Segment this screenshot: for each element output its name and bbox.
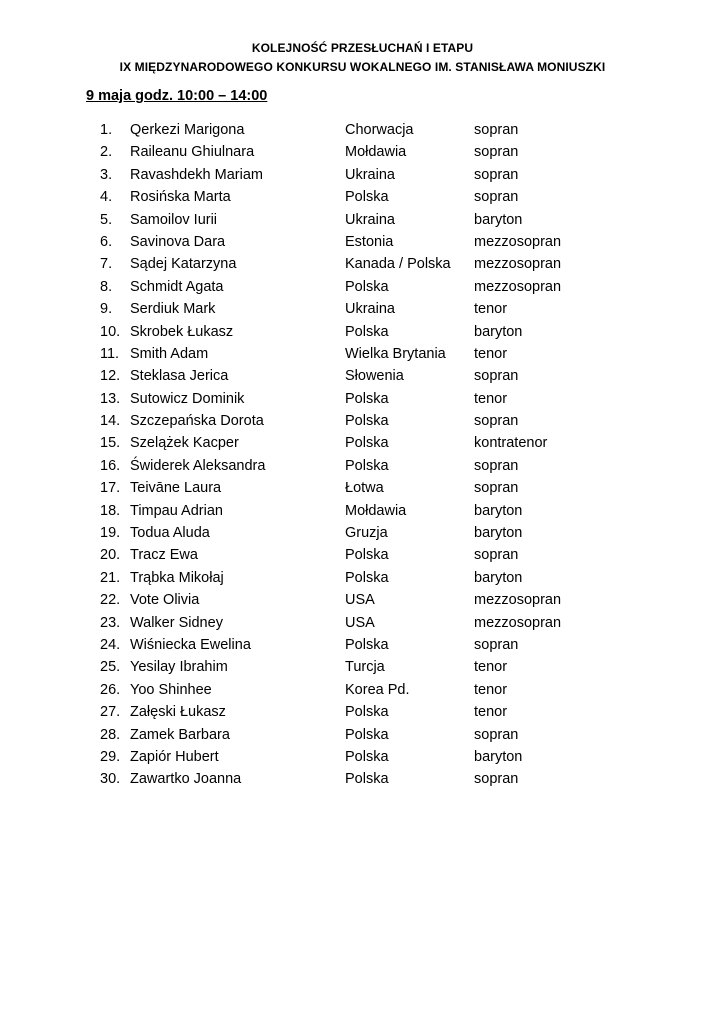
- row-number: 2.: [100, 144, 113, 161]
- voice-type: baryton: [474, 502, 523, 519]
- voice-type: mezzosopran: [474, 614, 562, 631]
- participant-name: Yesilay Ibrahim: [130, 659, 228, 676]
- voice-type: baryton: [474, 569, 523, 586]
- participant-name: Sądej Katarzyna: [130, 256, 237, 273]
- participant-name: Timpau Adrian: [130, 502, 223, 519]
- voice-type: sopran: [474, 480, 519, 497]
- participant-name: Szczepańska Dorota: [130, 413, 264, 430]
- audition-order-list: [0, 119, 725, 791]
- list-item: [0, 679, 725, 701]
- list-item: [0, 612, 725, 634]
- voice-type: baryton: [474, 211, 523, 228]
- voice-type: mezzosopran: [474, 233, 562, 250]
- list-item: [0, 701, 725, 723]
- list-item: [0, 746, 725, 768]
- list-item: [0, 522, 725, 544]
- participant-country: Polska: [345, 435, 389, 452]
- row-number: 8.: [100, 278, 113, 295]
- row-number: 9.: [100, 301, 113, 318]
- participant-name: Schmidt Agata: [130, 278, 224, 295]
- participant-country: Polska: [345, 390, 389, 407]
- voice-type: baryton: [474, 748, 523, 765]
- voice-type: mezzosopran: [474, 278, 562, 295]
- participant-country: Łotwa: [345, 480, 384, 497]
- participant-country: Estonia: [345, 233, 394, 250]
- participant-country: Polska: [345, 771, 389, 788]
- participant-name: Tracz Ewa: [130, 547, 198, 564]
- list-item: [0, 209, 725, 231]
- participant-country: Mołdawia: [345, 144, 407, 161]
- participant-name: Skrobek Łukasz: [130, 323, 234, 340]
- list-item: [0, 141, 725, 163]
- list-item: [0, 656, 725, 678]
- row-number: 11.: [100, 345, 120, 362]
- session-date-time: 9 maja godz. 10:00 – 14:00: [86, 88, 268, 104]
- participant-country: Kanada / Polska: [345, 256, 451, 273]
- list-item: [0, 768, 725, 790]
- participant-country: USA: [345, 592, 375, 609]
- participant-country: Ukraina: [345, 211, 395, 228]
- participant-name: Wiśniecka Ewelina: [130, 636, 251, 653]
- voice-type: sopran: [474, 413, 519, 430]
- list-item: [0, 388, 725, 410]
- participant-name: Szelążek Kacper: [130, 435, 239, 452]
- row-number: 12.: [100, 368, 121, 385]
- participant-name: Savinova Dara: [130, 233, 226, 250]
- participant-country: Mołdawia: [345, 502, 407, 519]
- row-number: 22.: [100, 592, 121, 609]
- voice-type: mezzosopran: [474, 256, 562, 273]
- participant-country: Polska: [345, 726, 389, 743]
- participant-country: Ukraina: [345, 301, 395, 318]
- voice-type: tenor: [474, 390, 508, 407]
- participant-name: Yoo Shinhee: [130, 681, 212, 698]
- voice-type: sopran: [474, 166, 519, 183]
- row-number: 19.: [100, 525, 121, 542]
- voice-type: sopran: [474, 547, 519, 564]
- participant-name: Ravashdekh Mariam: [130, 166, 263, 183]
- participant-country: Polska: [345, 748, 389, 765]
- participant-name: Walker Sidney: [130, 614, 223, 631]
- voice-type: tenor: [474, 704, 508, 721]
- list-item: [0, 634, 725, 656]
- row-number: 17.: [100, 480, 121, 497]
- row-number: 27.: [100, 704, 121, 721]
- row-number: 16.: [100, 457, 121, 474]
- participant-name: Qerkezi Marigona: [130, 122, 245, 138]
- participant-country: Słowenia: [345, 368, 404, 385]
- participant-name: Raileanu Ghiulnara: [130, 144, 255, 161]
- participant-name: Rosińska Marta: [130, 189, 231, 206]
- voice-type: sopran: [474, 771, 519, 788]
- row-number: 7.: [100, 256, 113, 273]
- row-number: 13.: [100, 390, 121, 407]
- list-item: [0, 164, 725, 186]
- participant-name: Smith Adam: [130, 345, 209, 362]
- list-item: [0, 500, 725, 522]
- row-number: 23.: [100, 614, 121, 631]
- list-item: [0, 276, 725, 298]
- row-number: 29.: [100, 748, 121, 765]
- list-item: [0, 589, 725, 611]
- list-item: [0, 365, 725, 387]
- row-number: 14.: [100, 413, 121, 430]
- participant-country: Gruzja: [345, 525, 388, 542]
- document-subtitle: IX MIĘDZYNARODOWEGO KONKURSU WOKALNEGO IM. STANISŁAWA MONIUSZKI: [119, 60, 606, 74]
- row-number: 5.: [100, 211, 113, 228]
- list-item: [0, 298, 725, 320]
- participant-country: USA: [345, 614, 375, 631]
- participant-country: Polska: [345, 189, 389, 206]
- participant-country: Polska: [345, 323, 389, 340]
- participant-name: Sutowicz Dominik: [130, 390, 245, 407]
- row-number: 3.: [100, 166, 113, 183]
- participant-country: Chorwacja: [345, 122, 414, 138]
- participant-country: Wielka Brytania: [345, 345, 446, 362]
- participant-name: Załęski Łukasz: [130, 704, 226, 721]
- row-number: 15.: [100, 435, 121, 452]
- participant-name: Samoilov Iurii: [130, 211, 218, 228]
- voice-type: sopran: [474, 144, 519, 161]
- row-number: 28.: [100, 726, 121, 743]
- participant-country: Polska: [345, 457, 389, 474]
- voice-type: sopran: [474, 122, 519, 138]
- list-item: [0, 343, 725, 365]
- participant-name: Trąbka Mikołaj: [130, 569, 224, 586]
- participant-country: Ukraina: [345, 166, 395, 183]
- participant-name: Zawartko Joanna: [130, 771, 242, 788]
- voice-type: mezzosopran: [474, 592, 562, 609]
- participant-name: Teivāne Laura: [130, 480, 222, 497]
- voice-type: kontratenor: [474, 435, 548, 452]
- participant-country: Polska: [345, 547, 389, 564]
- voice-type: sopran: [474, 726, 519, 743]
- list-item: [0, 567, 725, 589]
- voice-type: sopran: [474, 368, 519, 385]
- row-number: 24.: [100, 636, 121, 653]
- list-item: [0, 432, 725, 454]
- voice-type: tenor: [474, 345, 508, 362]
- row-number: 20.: [100, 547, 121, 564]
- participant-name: Todua Aluda: [130, 525, 210, 542]
- list-item: [0, 724, 725, 746]
- participant-country: Polska: [345, 636, 389, 653]
- list-item: [0, 455, 725, 477]
- list-item: [0, 410, 725, 432]
- row-number: 10.: [100, 323, 121, 340]
- list-item: [0, 186, 725, 208]
- row-number: 1.: [100, 122, 113, 138]
- list-item: [0, 253, 725, 275]
- row-number: 4.: [100, 189, 113, 206]
- document-title: KOLEJNOŚĆ PRZESŁUCHAŃ I ETAPU: [251, 41, 474, 55]
- list-item: [0, 321, 725, 343]
- participant-country: Polska: [345, 569, 389, 586]
- participant-name: Steklasa Jerica: [130, 368, 229, 385]
- row-number: 30.: [100, 771, 121, 788]
- voice-type: sopran: [474, 636, 519, 653]
- voice-type: tenor: [474, 659, 508, 676]
- row-number: 6.: [100, 233, 113, 250]
- participant-country: Korea Pd.: [345, 681, 410, 698]
- row-number: 25.: [100, 659, 121, 676]
- participant-country: Turcja: [345, 659, 385, 676]
- list-item: [0, 544, 725, 566]
- row-number: 26.: [100, 681, 121, 698]
- voice-type: sopran: [474, 189, 519, 206]
- participant-country: Polska: [345, 704, 389, 721]
- participant-name: Świderek Aleksandra: [130, 457, 266, 474]
- voice-type: tenor: [474, 681, 508, 698]
- participant-country: Polska: [345, 413, 389, 430]
- list-item: [0, 477, 725, 499]
- participant-name: Vote Olivia: [130, 592, 200, 609]
- participant-name: Zapiór Hubert: [130, 748, 219, 765]
- voice-type: baryton: [474, 525, 523, 542]
- participant-country: Polska: [345, 278, 389, 295]
- voice-type: sopran: [474, 457, 519, 474]
- row-number: 21.: [100, 569, 121, 586]
- row-number: 18.: [100, 502, 121, 519]
- list-item: [0, 119, 725, 141]
- participant-name: Serdiuk Mark: [130, 301, 216, 318]
- list-item: [0, 231, 725, 253]
- voice-type: baryton: [474, 323, 523, 340]
- participant-name: Zamek Barbara: [130, 726, 230, 743]
- voice-type: tenor: [474, 301, 508, 318]
